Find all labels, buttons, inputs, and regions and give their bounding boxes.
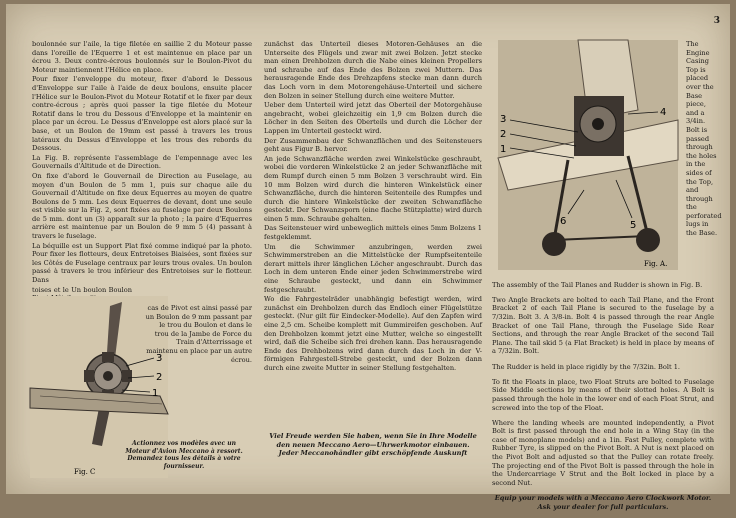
paragraph-fig-c-side: cas de Pivot est ainsi passé par un Boulon de 9 mm passant par le trou du Boulon et dans le trou de la Jambe de Force du Train d'Atterrissage et maintenu en place par un autre écrou.	[145, 304, 252, 364]
callout-6: 6	[560, 216, 567, 227]
callout-5: 5	[630, 220, 637, 231]
paragraph: To fit the Floats in place, two Float Struts are bolted to Fuselage Side Middle sections by means of their slotted holes. A Bolt is passed through the hole in the lower end of each Float Strut, and screwed into the top of the Float.	[492, 377, 714, 412]
german-footer-line1: Viel Freude werden Sie haben, wenn Sie in Ihre Modelle den neuen Meccano Aero—Uhrwerkmotor einbauen.	[269, 432, 477, 449]
paragraph: La Fig. B. représente l'assemblage de l'empennage avec les Gouvernails d'Altitude et de Direction.	[32, 153, 252, 171]
paragraph: zunächst das Unterteil dieses Motoren-Gehäuses an die Unterseite des Flügels und zwar mit zwei Bolzen. Jetzt stecke man einen Drehbolzen durch die Nabe eines kleinen Propellers und schraube auf das Ende des Bolzen zwei Muttern. Das herausragende Ende des Drehzapfens stecke man dann durch das Loch vorn in dem Motorengehäuse-Unterteil und sichere den Bolzen in seiner Stellung durch eine weitere Mutter.	[264, 40, 482, 100]
figure-c-caption: Actionnez vos modèles avec un Moteur d'Avion Meccano à ressort. Demandez tous les détails à votre fournisseur.	[125, 440, 243, 470]
callout-2: 2	[500, 129, 507, 140]
paragraph: Where the landing wheels are mounted independently, a Pivot Bolt is first passed through the end hole in a Wing Stay (in the case of monoplane models) and a 1in. Fast Pulley, complete with Rubber Tyre, is slipped on the Pivot Bolt. A Nut is next placed on the Pivot Bolt and adjusted so that the Pulley can rotate freely. The projecting end of the Pivot Bolt is passed through the hole in the Undercarriage V Strut and the Bolt locked in place by a second Nut.	[492, 418, 714, 487]
figure-c-label: Fig. C	[74, 468, 96, 476]
column-english	[492, 274, 714, 518]
paragraph: Der Zusammenbau der Schwanzflächen und des Seitensteuers geht aus Figur B. hervor.	[264, 136, 482, 154]
paragraph: Das Seitensteuer wird unbeweglich mittels eines 5mm Bolzens 1 festgeklemmt.	[264, 224, 482, 242]
paragraph: Um die Schwimmer anzubringen, werden zwei Schwimmerstreben an die Mittelstücke der Rumpfseitenteile derart mittels ihrer länglichen Löcher angeschraubt. Durch das Loch in dem unteren Ende einer jeden Schwimmerstrebe wird eine Schraube gesteckt, und dann ein Schwimmer festgeschraubt.	[264, 242, 482, 294]
callout-3: 3	[500, 114, 507, 125]
manual-page	[6, 4, 730, 511]
paragraph: Two Angle Brackets are bolted to each Tail Plane, and the Front Bracket 2 of each Tail Plane is secured to the fuselage by a 7/32in. Bolt 3. A 3/8-in. Bolt 4 is passed through the rear Angle Bracket of one Tail Plane, through the Fuselage Side Rear Sections, and through the rear Angle Bracket of the second Tail Plane. The tail skid 5 (a Flat Bracket) is held in place by means of a 7/32in. Bolt.	[492, 295, 714, 356]
column-french	[32, 40, 252, 304]
paragraph: Ueber dem Unterteil wird jetzt das Oberteil der Motorgehäuse angebracht, wobei gleichzeitig ein 1,9 cm Bolzen durch die Löcher in den Seiten des Oberteils und durch die Löcher der Lappen im Unterteil gesteckt wird.	[264, 101, 482, 135]
paragraph-narrow: The Engine Casing Top is placed over the Base piece, and a 3/4in. Bolt is passed through the holes in the sides of the Top, and through the perforated lugs in the Base.	[686, 40, 722, 238]
paragraph: On fixe d'abord le Gouvernail de Direction au Fuselage, au moyen d'un Boulon de 5 mm 1, puis sur chaque aile du Gouvernail d'Altitude on fixe deux Equerres au moyen de quatre Boulons de 5 mm. Les deux Equerres de devant, dont une seule est visible sur la Fig. 2, sont fixées au fuselage par deux Boulons de 5 mm. dont un (3) apparaît sur la photo ; la paire d'Equerres arrière est maintenue par un Boulon de 9 mm 5 (4) passant à travers le fuselage.	[32, 171, 252, 241]
paragraph: boulonnée sur l'aile, la tige filetée en saillie 2 du Moteur passe dans l'oreille de l'Equerre 1 et est maintenue en place par un écrou 3. Deux contre-écrous boulonnés sur le Boulon-Pivot du Moteur maintiennent l'Hélice en place.	[32, 40, 252, 74]
paragraph: The Rudder is held in place rigidly by the 7/32in. Bolt 1.	[492, 362, 681, 371]
callout-1: 1	[152, 388, 159, 399]
paragraph: An jede Schwanzfläche werden zwei Winkelstücke geschraubt, wobei die vorderen Winkelstücke 2 an jeder Schwanzfläche mit dem Rumpf durch einen 5 mm Bolzen 3 verschraubt wird. Ein 10 mm Bolzen wird durch die hinteren Winkelstück einer Schwanzfläche, durch die hinteren Seitenteile des Rumpfes und durch die hintere Winkelstücke der zweiten Schwanzfläche gesteckt. Der Schwanzsporn (eine flache Stützplatte) wird durch einen 5 mm. Schraube gehalten.	[264, 154, 482, 223]
german-footer-line2: Jeder Meccanohändler gibt erschöpfende Auskunft	[278, 449, 468, 458]
paragraph: Wo die Fahrgestelräder unabhängig befestigt werden, wird zunächst ein Drehbolzen durch das Endloch einer Flügelstütze gesteckt. (Nur gilt für Eindecker-Modelle). Auf den Zapfen wird eine 2,5 cm. Scheibe komplett mit Gummireifen geschoben. Auf den Drehbolzen kommt jetzt eine Mutter, welche so eingestellt wird, daß die Scheibe sich frei drehen kann. Das herausragende Ende des Drehbolzens wird dann durch das Loch in der V-förmigen Fahrgestell-Strebe gesteckt, und der Bolzen dann durch eine zweite Mutter in seiner Stellung festgehalten.	[264, 295, 482, 372]
paragraph: La béquille est un Support Plat fixé comme indiqué par la photo. Pour fixer les flotteurs, deux Entretoises Biaisées, sont fixées sur les Côtés de Fuselage centraux par leurs trous ovales. Un boulon passé à travers le trou inférieur des Entretoises sur le flotteur. Dans	[32, 241, 252, 285]
paragraph: toises et le Un boulon Boulon	[32, 285, 132, 294]
page-number: 3	[713, 16, 720, 26]
english-footer: Equip your models with a Meccano Aero Clockwork Motor. Ask your dealer for full particulars.	[494, 494, 712, 511]
callout-3: 3	[156, 353, 163, 364]
paragraph: Pour fixer l'enveloppe du moteur, fixer d'abord le Dessous d'Enveloppe sur l'aile à l'aide de deux boulons, ensuite placer l'Hélice sur le Boulon-Pivot du Moteur Rotatif et le fixer par deux contre-écrous ; après quoi passer la tige filetée du Moteur Rotatif dans le trou du Dessous d'Enveloppe et la maintenir en place par un écrou. Le Dessus d'Enveloppe est alors placé sur la base, et un Boulon de 19mm est passé à travers les trous latéraux du Dessus d'Enveloppe et les trous des rebords du Dessous.	[32, 75, 252, 153]
callout-2: 2	[156, 372, 163, 383]
paragraph: The assembly of the Tail Planes and Rudder is shown in Fig. B.	[492, 280, 703, 289]
figure-a-tail-assembly-photo	[498, 40, 678, 270]
callout-4: 4	[660, 107, 667, 118]
figure-a-label: Fig. A.	[644, 260, 668, 268]
german-footer	[264, 432, 482, 458]
callout-1: 1	[500, 144, 507, 155]
column-german	[264, 40, 482, 374]
